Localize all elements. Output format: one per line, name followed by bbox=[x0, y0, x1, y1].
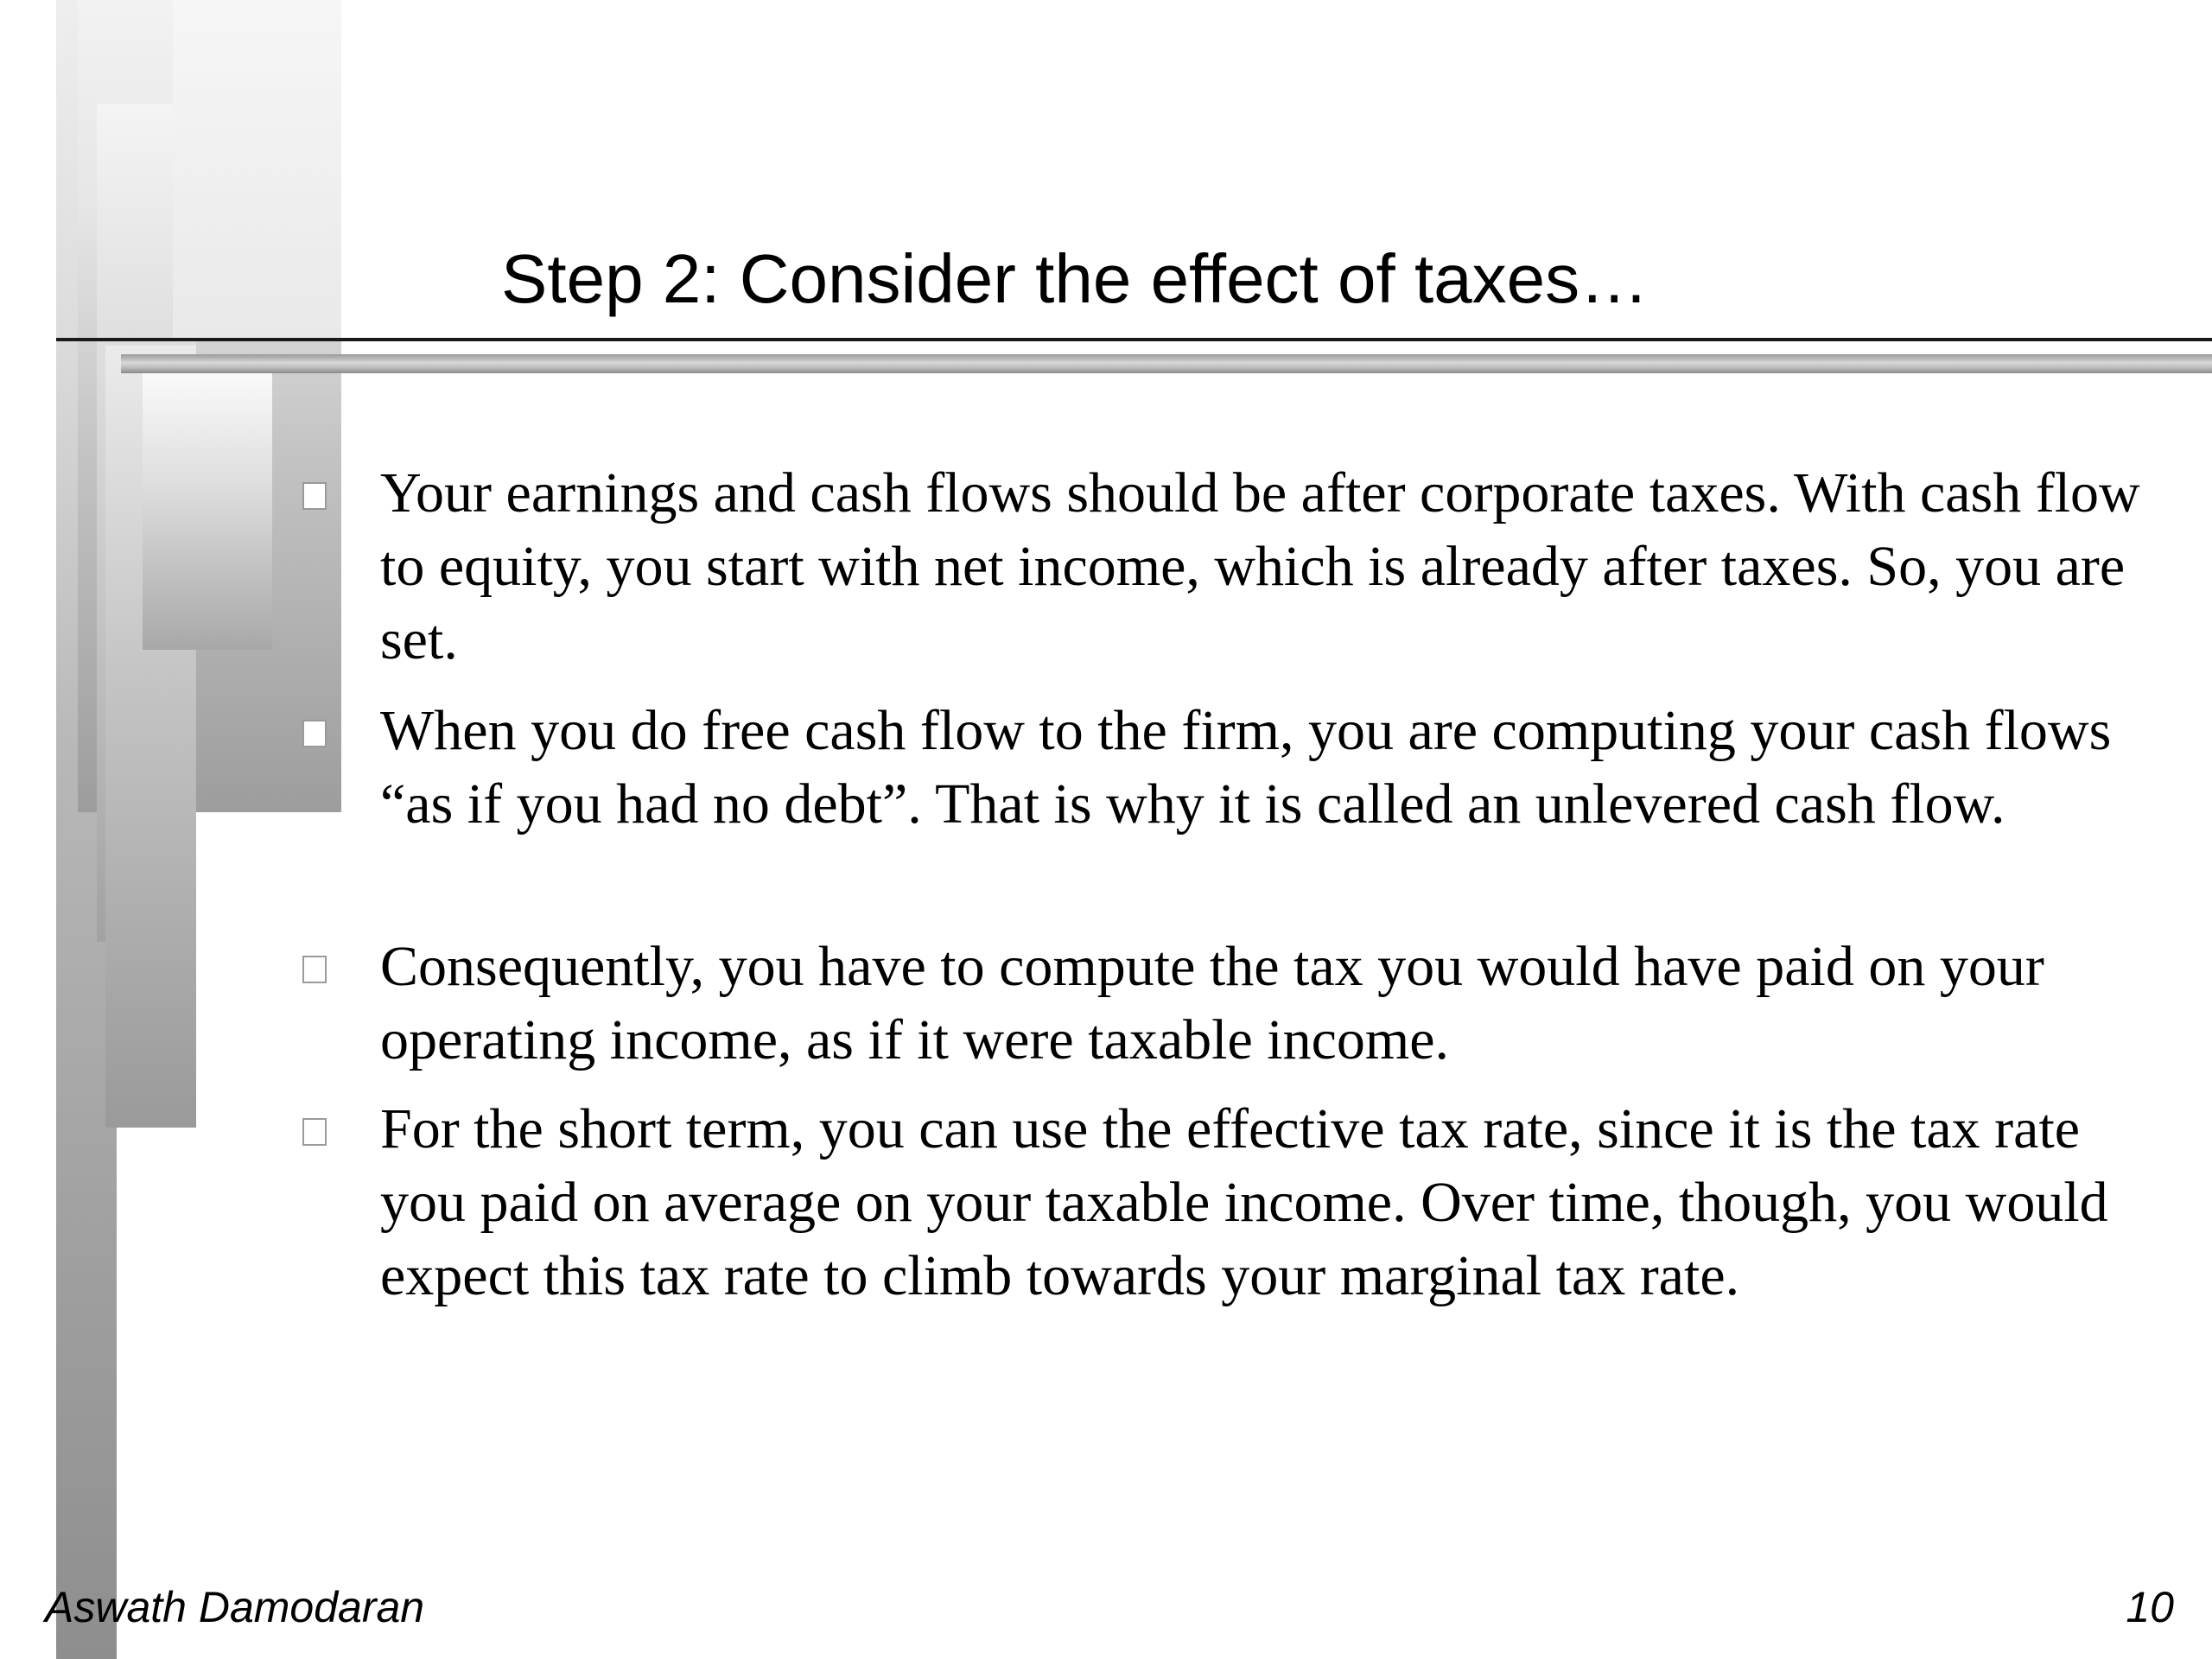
bullet-item bbox=[380, 1092, 2143, 1313]
bullet-item bbox=[380, 456, 2143, 677]
bullet-text: Your earnings and cash flows should be after corporate taxes. With cash flow to equity, you start with net income, which is already after taxes. So, you are set. bbox=[380, 461, 2140, 671]
bullet-text: Consequently, you have to compute the tax you would have paid on your operating income, as if it were taxable income. bbox=[380, 935, 2044, 1071]
bullet-square-icon bbox=[302, 1118, 327, 1146]
page-number: 10 bbox=[2126, 1583, 2174, 1631]
bullet-text: When you do free cash flow to the firm, you are computing your cash flows “as if you had no debt”. That is why it is called an unlevered cash flow. bbox=[380, 699, 2112, 836]
bullet-square-icon bbox=[302, 482, 327, 510]
title-divider bbox=[56, 338, 2212, 341]
bullet-item bbox=[380, 930, 2143, 1077]
bullet-square-icon bbox=[302, 956, 327, 983]
slide-title: Step 2: Consider the effect of taxes… bbox=[501, 240, 1649, 317]
bullet-square-icon bbox=[302, 720, 327, 747]
bullet-text: For the short term, you can use the effective tax rate, since it is the tax rate you paid on average on your taxable income. Over time, though, you would expect this tax rate to climb towards your marginal tax rate. bbox=[380, 1097, 2108, 1307]
decorative-bar bbox=[173, 0, 341, 341]
bullet-item bbox=[380, 694, 2143, 841]
footer-author: Aswath Damodaran bbox=[45, 1583, 425, 1631]
title-divider-bar bbox=[121, 354, 2212, 373]
decorative-bar bbox=[143, 372, 272, 650]
